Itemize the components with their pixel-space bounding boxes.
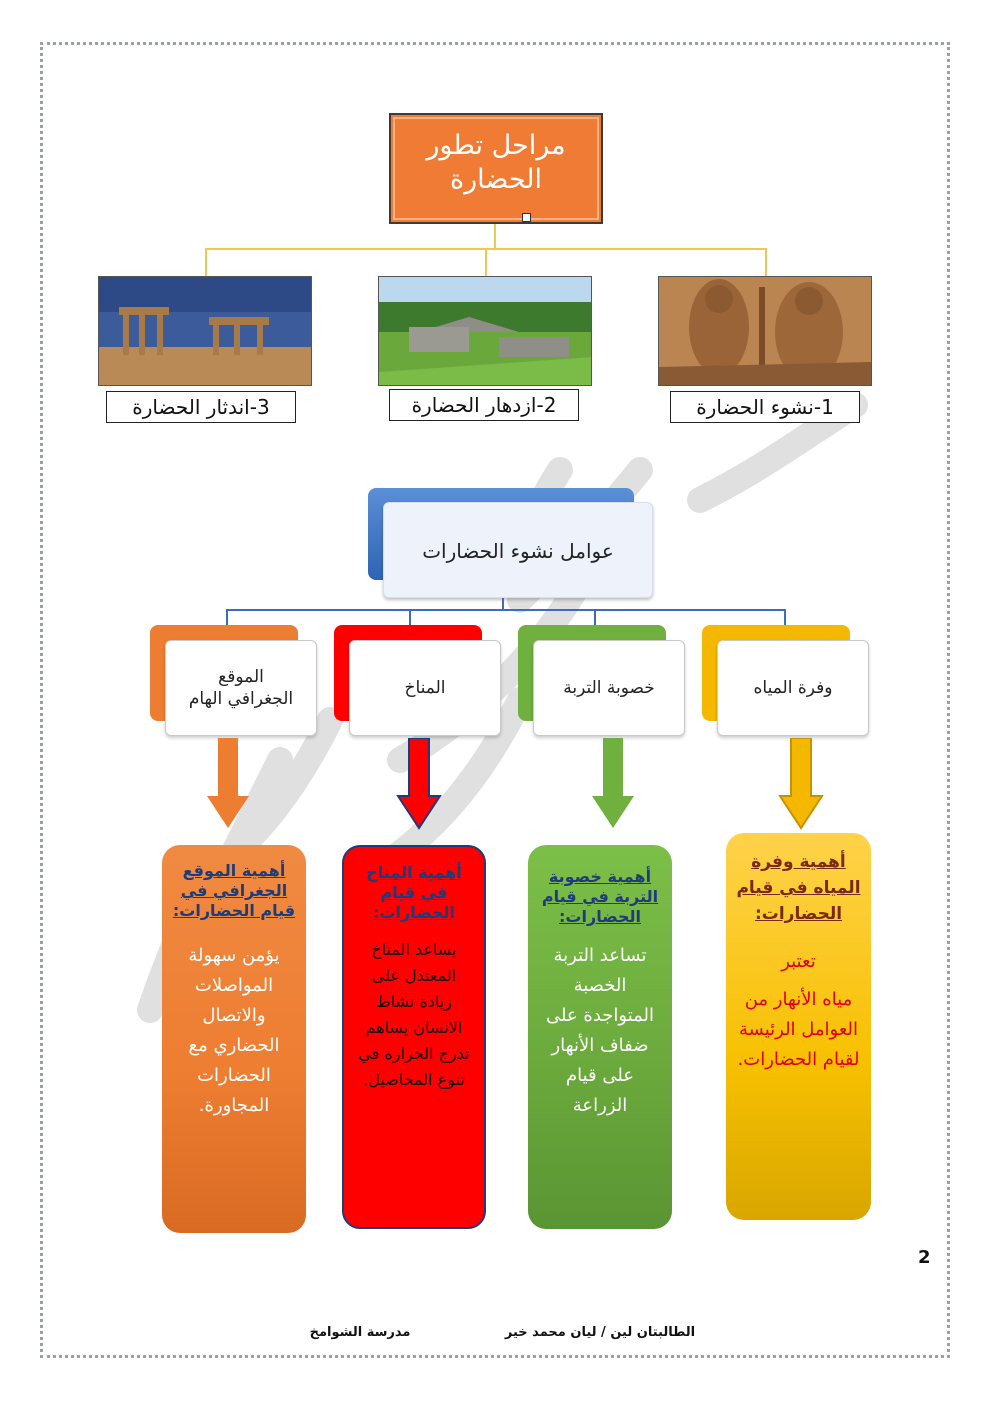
factor-water xyxy=(717,640,869,736)
stage-image-ancient-city-ruins xyxy=(378,276,592,386)
factor-location xyxy=(165,640,317,736)
card-soil xyxy=(528,845,672,1229)
card-water-body-line1: تعتبر xyxy=(781,951,816,972)
down-arrow-icon xyxy=(205,738,251,830)
down-arrow-icon xyxy=(778,738,824,830)
factor-climate-label: المناخ xyxy=(404,678,446,698)
connector-line xyxy=(205,248,207,276)
connector-line xyxy=(494,224,496,248)
factor-soil xyxy=(533,640,685,736)
stage-caption-3: 3-اندثار الحضارة xyxy=(106,391,296,423)
card-climate-body: يساعد المناخ المعتدل على زيادة نشاط الانسان يساهم تدرج الحرارة في تنوع المحاصيل. xyxy=(358,940,470,1089)
factor-location-label: الموقع الجغرافي الهام xyxy=(188,667,294,709)
title-text: مراحل تطور الحضارة xyxy=(426,130,566,195)
card-soil-body: تساعد التربة الخصبة المتواجدة على ضفاف الأنهار على قيام الزراعة xyxy=(545,945,655,1116)
factor-water-label: وفرة المياه xyxy=(753,678,833,698)
stage-caption-2: 2-ازدهار الحضارة xyxy=(389,389,579,421)
connector-line xyxy=(485,248,487,276)
connector-line xyxy=(765,248,767,276)
card-soil-title: أهمية خصوبة التربة في قيام الحضارات: xyxy=(541,867,659,926)
down-arrow-icon xyxy=(396,738,442,830)
factor-climate xyxy=(349,640,501,736)
page-number: 2 xyxy=(918,1247,931,1268)
stage-image-desert-temple-ruins xyxy=(98,276,312,386)
stage-caption-1: 1-نشوء الحضارة xyxy=(670,391,860,423)
connector-line xyxy=(226,609,786,611)
factors-header xyxy=(383,502,653,598)
footer-school: مدرسة الشوامخ xyxy=(309,1325,411,1340)
card-location-title: أهمية الموقع الجغرافي في قيام الحضارات: xyxy=(172,861,296,920)
card-water-body: مياه الأنهار من العوامل الرئيسة لقيام الحضارات. xyxy=(737,989,860,1070)
down-arrow-icon xyxy=(590,738,636,830)
factor-soil-label: خصوبة التربة xyxy=(563,678,655,698)
stage-image-assyrian-relief xyxy=(658,276,872,386)
card-climate xyxy=(342,845,486,1229)
card-location-body: يؤمن سهولة المواصلات والاتصال الحضاري مع الحضارات المجاورة. xyxy=(188,945,280,1116)
card-climate-title: أهمية المناخ في قيام الحضارات: xyxy=(366,863,462,922)
card-location xyxy=(162,845,306,1233)
title-box xyxy=(389,113,603,224)
card-water xyxy=(726,833,871,1220)
footer-students: الطالبتان لين / ليان محمد خير xyxy=(504,1325,696,1340)
factors-title: عوامل نشوء الحضارات xyxy=(422,539,614,563)
resize-handle xyxy=(522,213,531,222)
card-water-title: أهمية وفرة المياه في قيام الحضارات: xyxy=(736,852,861,924)
